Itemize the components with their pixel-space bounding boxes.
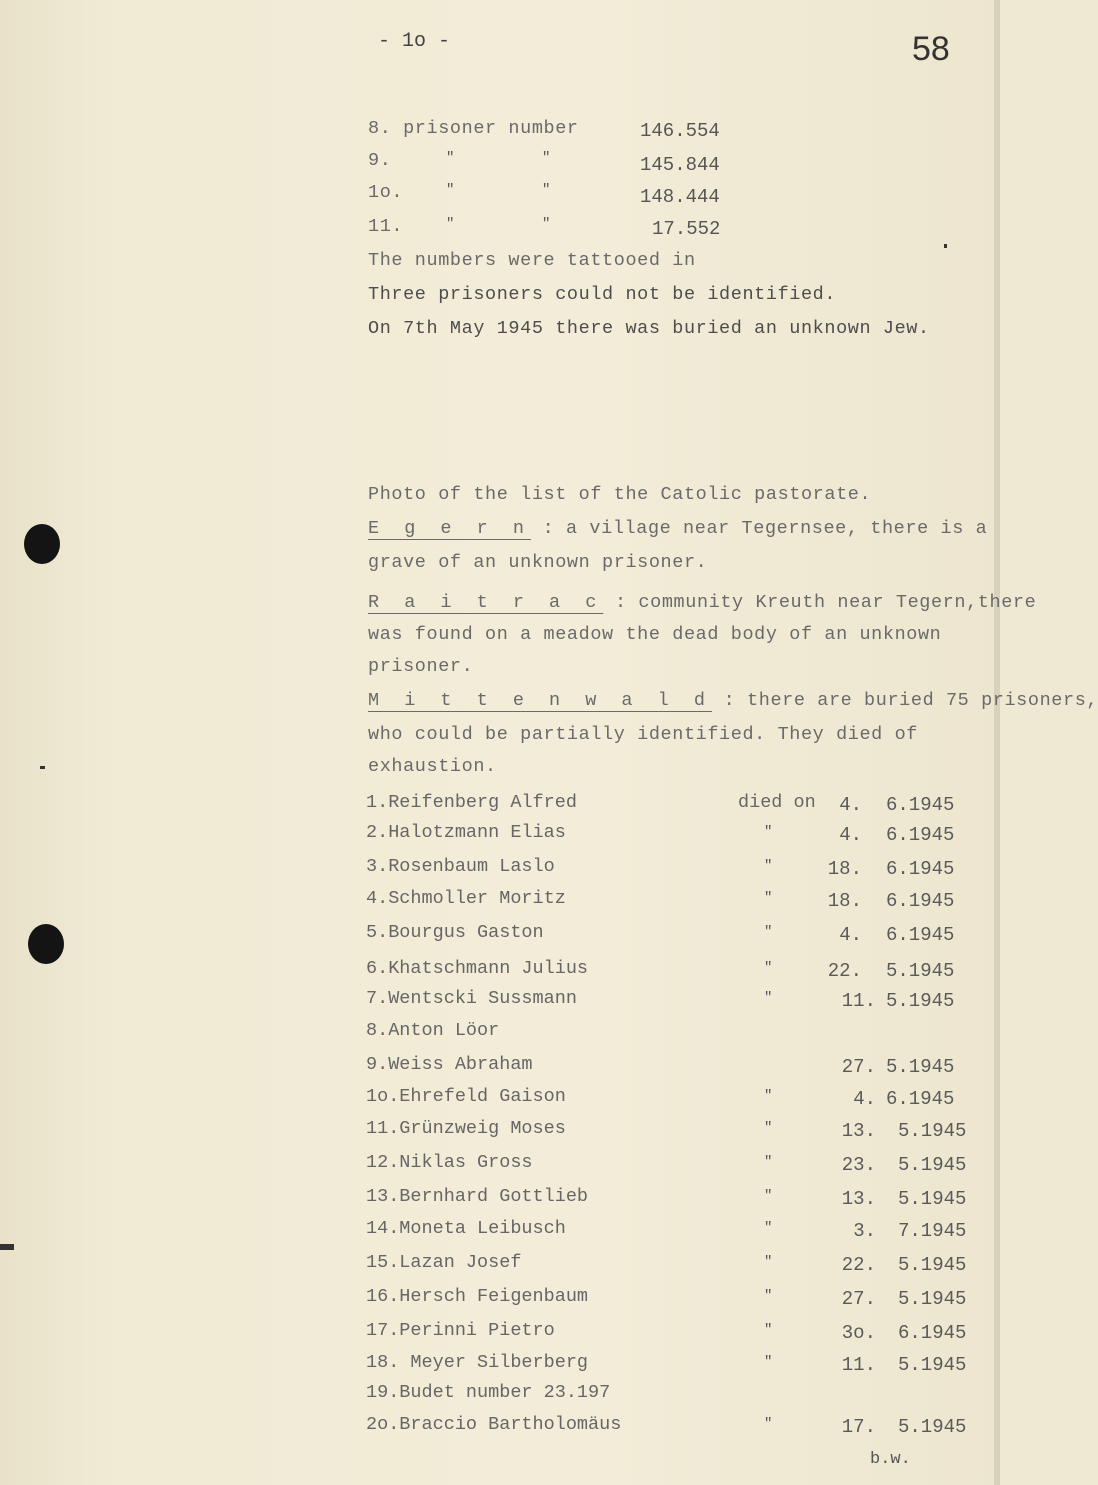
ditto-mark: " <box>542 150 551 166</box>
text-line: On 7th May 1945 there was buried an unknown Jew. <box>368 318 930 339</box>
death-day: 11. <box>841 990 876 1012</box>
prisoner-number-label: 9. <box>368 150 392 171</box>
list-item-name: 5.Bourgus Gaston <box>366 922 544 943</box>
death-day: 13. <box>841 1120 876 1142</box>
punch-hole-bottom <box>28 924 64 964</box>
ditto-mark: " <box>446 182 455 198</box>
list-item-name: 19.Budet number 23.197 <box>366 1382 611 1403</box>
ditto-mark: " <box>764 1322 773 1338</box>
list-item-name: 3.Rosenbaum Laslo <box>366 856 555 877</box>
ditto-mark: " <box>764 824 773 840</box>
ditto-mark: " <box>446 150 455 166</box>
death-day: 27. <box>841 1288 876 1310</box>
death-date: 5.1945 <box>898 1188 967 1210</box>
page-marker: - 1o - <box>378 30 451 53</box>
death-day: 22. <box>841 1254 876 1276</box>
speck-mark <box>40 766 45 769</box>
ditto-mark: " <box>764 1254 773 1270</box>
ditto-mark: " <box>764 960 773 976</box>
speck-mark <box>944 244 947 248</box>
list-item-name: 1o.Ehrefeld Gaison <box>366 1086 566 1107</box>
prisoner-number-value: 146.554 <box>640 120 720 142</box>
prisoner-number-value: 148.444 <box>640 186 720 208</box>
ditto-mark: " <box>764 1120 773 1136</box>
death-day: 18. <box>827 890 862 912</box>
death-date: 5.1945 <box>886 1056 955 1078</box>
death-date: 5.1945 <box>898 1354 967 1376</box>
ditto-mark: " <box>542 182 551 198</box>
prisoner-number-value: 17.552 <box>652 218 721 240</box>
place-raitrach <box>368 592 1036 613</box>
death-date: 6.1945 <box>886 924 955 946</box>
ditto-mark: " <box>764 858 773 874</box>
place-name: M i t t e n w a l d <box>368 690 712 711</box>
prisoner-number-label: 8. prisoner number <box>368 118 579 139</box>
text-line: was found on a meadow the dead body of an unknown <box>368 624 942 645</box>
list-item-name: 2o.Braccio Bartholomäus <box>366 1414 622 1435</box>
death-day: 18. <box>827 858 862 880</box>
place-egern <box>368 518 987 539</box>
death-date: 6.1945 <box>886 794 955 816</box>
text-line: prisoner. <box>368 656 474 677</box>
page-footer-bw: b.w. <box>870 1450 911 1469</box>
page-number: 58 <box>912 30 950 68</box>
death-date: 6.1945 <box>898 1322 967 1344</box>
list-item-name: 2.Halotzmann Elias <box>366 822 566 843</box>
death-date: 5.1945 <box>898 1254 967 1276</box>
ditto-mark: " <box>764 1220 773 1236</box>
text-line: exhaustion. <box>368 756 497 777</box>
death-day: 3o. <box>841 1322 876 1344</box>
death-date: 7.1945 <box>898 1220 967 1242</box>
ditto-mark: " <box>764 990 773 1006</box>
death-date: 5.1945 <box>898 1416 967 1438</box>
death-day: 3. <box>853 1220 876 1242</box>
text-line: who could be partially identified. They died of <box>368 724 918 745</box>
text-line: grave of an unknown prisoner. <box>368 552 708 573</box>
list-item-name: 4.Schmoller Moritz <box>366 888 566 909</box>
ditto-mark: " <box>764 1288 773 1304</box>
death-date: 6.1945 <box>886 890 955 912</box>
place-description: : a village near Tegernsee, there is a <box>542 518 988 539</box>
list-item-name: 17.Perinni Pietro <box>366 1320 555 1341</box>
text-line: Three prisoners could not be identified. <box>368 284 837 305</box>
death-day: 4. <box>839 824 862 846</box>
place-description: : community Kreuth near Tegern,there <box>615 592 1037 613</box>
ditto-mark: " <box>764 1154 773 1170</box>
ditto-mark: " <box>764 1416 773 1432</box>
list-item-name: 16.Hersch Feigenbaum <box>366 1286 589 1307</box>
ditto-mark: " <box>542 216 551 232</box>
death-date: 6.1945 <box>886 824 955 846</box>
death-day: 13. <box>841 1188 876 1210</box>
text-line: The numbers were tattooed in <box>368 250 696 271</box>
list-item-name: 1.Reifenberg Alfred <box>366 792 577 813</box>
list-item-name: 13.Bernhard Gottlieb <box>366 1186 589 1207</box>
death-day: 4. <box>839 794 862 816</box>
photo-caption: Photo of the list of the Catolic pastorate. <box>368 484 872 505</box>
death-date: 5.1945 <box>886 990 955 1012</box>
death-date: 6.1945 <box>886 858 955 880</box>
edge-mark <box>0 1244 14 1250</box>
ditto-mark: " <box>764 1088 773 1104</box>
list-item-name: 7.Wentscki Sussmann <box>366 988 577 1009</box>
punch-hole-top <box>24 524 60 564</box>
death-day: 22. <box>827 960 862 982</box>
death-date: 6.1945 <box>886 1088 955 1110</box>
place-name: R a i t r a c <box>368 592 604 613</box>
death-day: 11. <box>841 1354 876 1376</box>
prisoner-number-value: 145.844 <box>640 154 720 176</box>
death-day: 23. <box>841 1154 876 1176</box>
list-item-name: 8.Anton Löor <box>366 1020 500 1041</box>
death-date: 5.1945 <box>898 1154 967 1176</box>
ditto-mark: " <box>764 890 773 906</box>
died-on-label: died on <box>738 792 816 813</box>
list-item-name: 12.Niklas Gross <box>366 1152 533 1173</box>
ditto-mark: " <box>446 216 455 232</box>
ditto-mark: " <box>764 1354 773 1370</box>
list-item-name: 14.Moneta Leibusch <box>366 1218 566 1239</box>
list-item-name: 18. Meyer Silberberg <box>366 1352 589 1373</box>
place-description: : there are buried 75 prisoners, <box>723 690 1098 711</box>
death-date: 5.1945 <box>898 1288 967 1310</box>
list-item-name: 9.Weiss Abraham <box>366 1054 533 1075</box>
death-day: 4. <box>853 1088 876 1110</box>
place-mittenwald <box>368 690 1098 711</box>
death-day: 4. <box>839 924 862 946</box>
death-date: 5.1945 <box>898 1120 967 1142</box>
place-name: E g e r n <box>368 518 531 539</box>
list-item-name: 11.Grünzweig Moses <box>366 1118 566 1139</box>
death-date: 5.1945 <box>886 960 955 982</box>
death-day: 27. <box>841 1056 876 1078</box>
page-edge <box>994 0 1000 1485</box>
ditto-mark: " <box>764 1188 773 1204</box>
ditto-mark: " <box>764 924 773 940</box>
prisoner-number-label: 11. <box>368 216 404 237</box>
death-day: 17. <box>841 1416 876 1438</box>
list-item-name: 6.Khatschmann Julius <box>366 958 589 979</box>
prisoner-number-label: 1o. <box>368 182 404 203</box>
list-item-name: 15.Lazan Josef <box>366 1252 522 1273</box>
